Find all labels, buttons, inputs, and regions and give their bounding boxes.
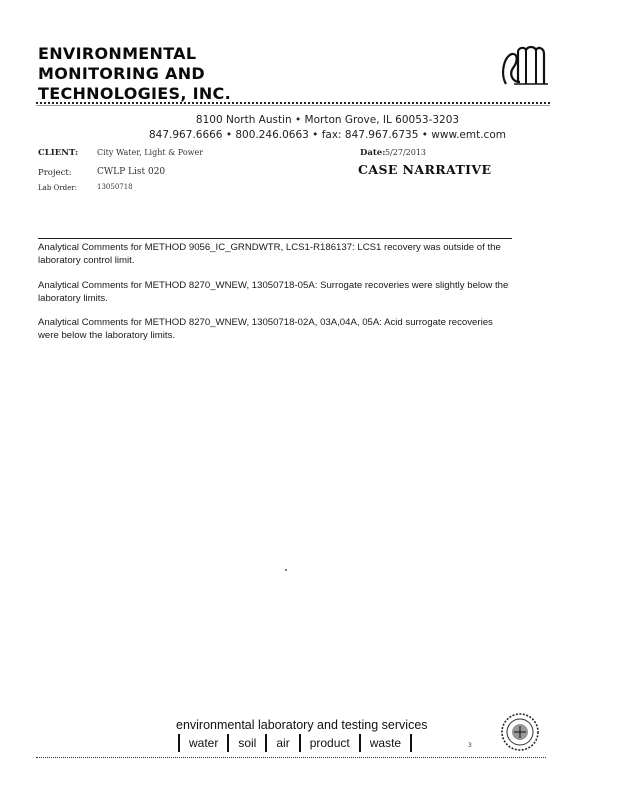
analytical-comment: Analytical Comments for METHOD 8270_WNEW, 13050718-02A, 03A,04A, 05A: Acid surrogate recoveries were below the laboratory limits.: [38, 317, 493, 341]
service-separator: [178, 734, 180, 752]
client-value: City Water, Light & Power: [97, 148, 204, 157]
service-air: air: [276, 736, 290, 750]
analytical-comment: Analytical Comments for METHOD 9056_IC_GRNDWTR, LCS1-R186137: LCS1 recovery was outside of the laboratory control limit.: [38, 242, 501, 266]
scan-speck: [285, 569, 287, 571]
service-water: water: [189, 736, 219, 750]
project-label: Project:: [38, 168, 72, 178]
date-label: Date:: [360, 148, 386, 158]
company-name-line: MONITORING AND: [38, 64, 206, 83]
service-separator: [265, 734, 267, 752]
company-address: 8100 North Austin • Morton Grove, IL 60053-3203: [195, 114, 460, 126]
service-separator: [410, 734, 412, 752]
emt-logo-icon: [498, 44, 552, 90]
service-separator: [359, 734, 361, 752]
service-separator: [299, 734, 301, 752]
analytical-comment: Analytical Comments for METHOD 8270_WNEW, 13050718-05A: Surrogate recoveries were slightly below the laboratory limits.: [38, 280, 509, 304]
lab-order-label: Lab Order:: [38, 184, 77, 192]
service-waste: waste: [369, 736, 402, 750]
company-name: [38, 44, 231, 104]
header-divider: [36, 105, 550, 106]
service-separator: [227, 734, 229, 752]
project-value: CWLP List 020: [97, 167, 166, 177]
company-contact: 847.967.6666 • 800.246.0663 • fax: 847.967.6735 • www.emt.com: [149, 129, 506, 141]
document-title: CASE NARRATIVE: [358, 162, 492, 177]
services-list: [172, 734, 418, 752]
section-divider: [38, 238, 512, 239]
header-divider: [36, 102, 550, 104]
client-label: CLIENT:: [38, 148, 79, 158]
company-name-line: ENVIRONMENTAL: [38, 44, 197, 63]
service-soil: soil: [238, 736, 257, 750]
page-number: 3: [468, 742, 472, 749]
footer-tagline: environmental laboratory and testing services: [176, 718, 428, 732]
certification-seal-icon: [500, 712, 540, 752]
service-product: product: [309, 736, 350, 750]
footer-divider: [36, 757, 546, 758]
company-name-line: TECHNOLOGIES, INC.: [38, 84, 231, 103]
date-value: 5/27/2013: [385, 148, 427, 157]
lab-order-value: 13050718: [97, 183, 133, 191]
